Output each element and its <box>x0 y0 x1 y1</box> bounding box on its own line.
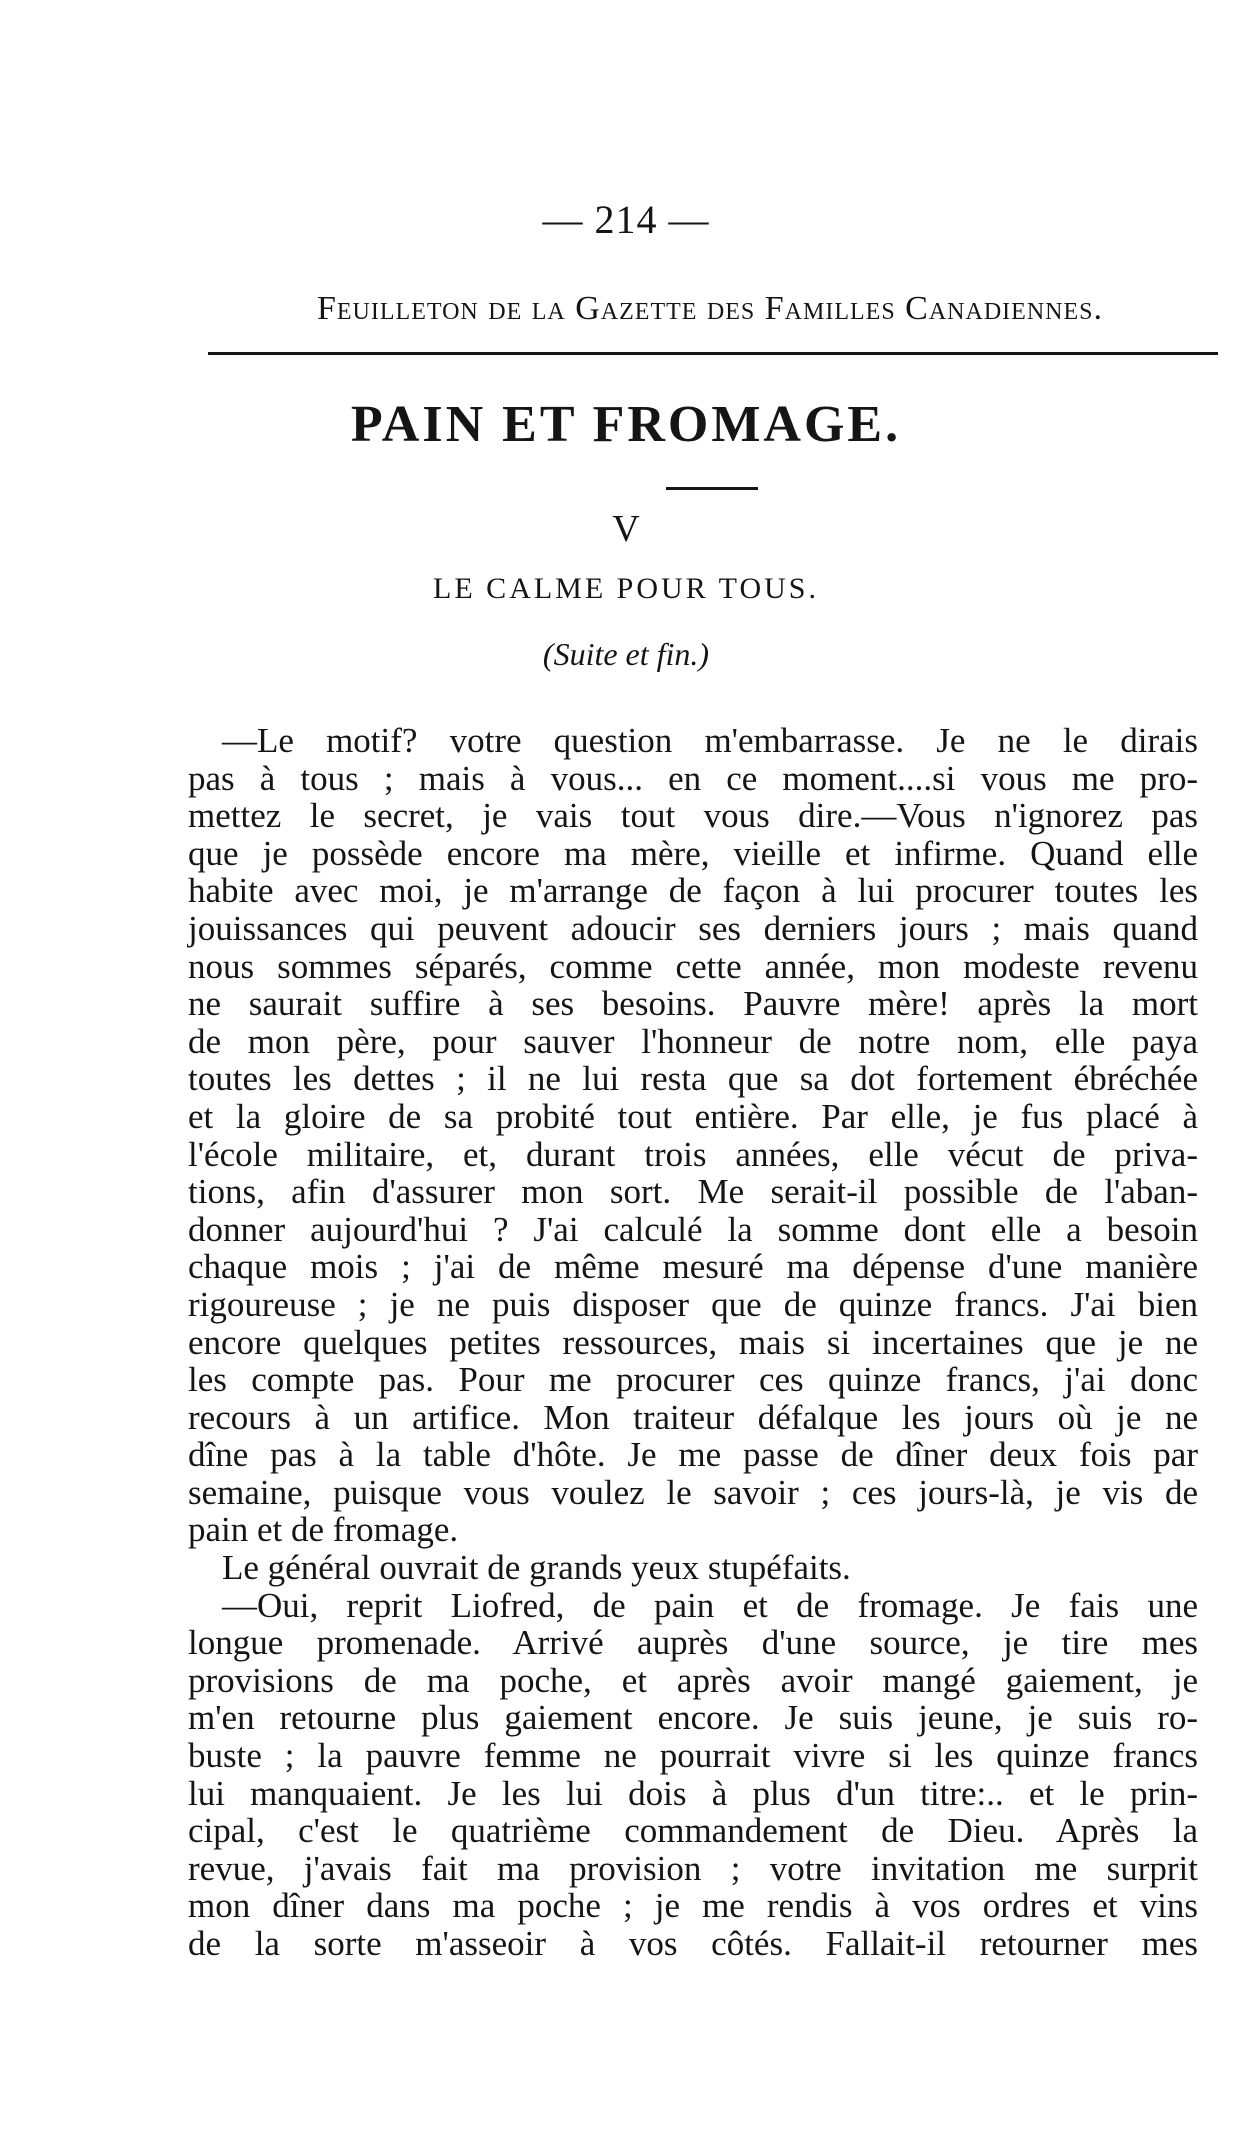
text-line: mon dîner dans ma poche ; je me rendis à vos ordres et vins <box>188 1886 1198 1926</box>
text-line: semaine, puisque vous voulez le savoir ; ces jours-là, je vis de <box>188 1472 1198 1512</box>
text-line: buste ; la pauvre femme ne pourrait vivre si les quinze francs <box>188 1736 1198 1776</box>
text-line: longue promenade. Arrivé auprès d'une source, je tire mes <box>188 1623 1198 1663</box>
text-line: revue, j'avais fait ma provision ; votre invitation me surprit <box>188 1848 1198 1888</box>
text-line: chaque mois ; j'ai de même mesuré ma dépense d'une manière <box>188 1247 1198 1287</box>
chapter-number: V <box>612 508 640 550</box>
text-line: l'école militaire, et, durant trois années, elle vécut de priva- <box>188 1134 1198 1174</box>
text-line: pas à tous ; mais à vous... en ce moment....si vous me pro- <box>188 758 1198 798</box>
text-line: encore quelques petites ressources, mais si incertaines que je ne <box>188 1322 1198 1362</box>
title-rule <box>666 487 758 490</box>
text-line: les compte pas. Pour me procurer ces quinze francs, j'ai donc <box>188 1360 1198 1400</box>
text-line: provisions de ma poche, et après avoir mangé gaiement, je <box>188 1660 1198 1700</box>
text-line: lui manquaient. Je les lui dois à plus d'un titre:.. et le prin- <box>188 1773 1198 1813</box>
text-line: m'en retourne plus gaiement encore. Je suis jeune, je suis ro- <box>188 1698 1198 1738</box>
text-line: donner aujourd'hui ? J'ai calculé la somme dont elle a besoin <box>188 1209 1198 1249</box>
header-rule <box>208 352 1218 355</box>
text-line: et la gloire de sa probité tout entière. Par elle, je fus placé à <box>188 1096 1198 1136</box>
text-line: habite avec moi, je m'arrange de façon à lui procurer toutes les <box>188 871 1198 911</box>
text-line: recours à un artifice. Mon traiteur défalque les jours où je ne <box>188 1397 1198 1437</box>
text-line: mettez le secret, je vais tout vous dire.—Vous n'ignorez pas <box>188 796 1198 836</box>
running-head: Feuilleton de la Gazette des Familles Canadiennes. <box>316 290 1103 327</box>
text-line: ne saurait suffire à ses besoins. Pauvre mère! après la mort <box>188 984 1198 1024</box>
text-line: pain et de fromage. <box>188 1510 459 1550</box>
text-line: rigoureuse ; je ne puis disposer que de quinze francs. J'ai bien <box>188 1284 1198 1324</box>
page-number: — 214 — <box>542 197 710 242</box>
text-line: Le général ouvrait de grands yeux stupéfaits. <box>222 1548 851 1588</box>
story-title: PAIN ET FROMAGE. <box>350 396 902 453</box>
text-line: —Oui, reprit Liofred, de pain et de fromage. Je fais une <box>222 1585 1198 1625</box>
text-line: toutes les dettes ; il ne lui resta que sa dot fortement ébréchée <box>188 1059 1198 1099</box>
text-line: dîne pas à la table d'hôte. Je me passe de dîner deux fois par <box>188 1435 1198 1475</box>
text-line: de la sorte m'asseoir à vos côtés. Fallait-il retourner mes <box>188 1924 1198 1963</box>
text-line: que je possède encore ma mère, vieille et infirme. Quand elle <box>188 833 1198 873</box>
text-line: nous sommes séparés, comme cette année, mon modeste revenu <box>188 946 1198 986</box>
text-line: de mon père, pour sauver l'honneur de notre nom, elle paya <box>188 1021 1198 1061</box>
chapter-title: LE CALME POUR TOUS. <box>433 572 819 605</box>
continuation-note: (Suite et fin.) <box>542 636 710 672</box>
body-text <box>188 722 1198 1963</box>
text-line: —Le motif? votre question m'embarrasse. Je ne le dirais <box>222 721 1198 760</box>
text-line: tions, afin d'assurer mon sort. Me serait-il possible de l'aban- <box>188 1172 1198 1212</box>
text-line: jouissances qui peuvent adoucir ses derniers jours ; mais quand <box>188 908 1198 948</box>
text-line: cipal, c'est le quatrième commandement de Dieu. Après la <box>188 1811 1198 1851</box>
